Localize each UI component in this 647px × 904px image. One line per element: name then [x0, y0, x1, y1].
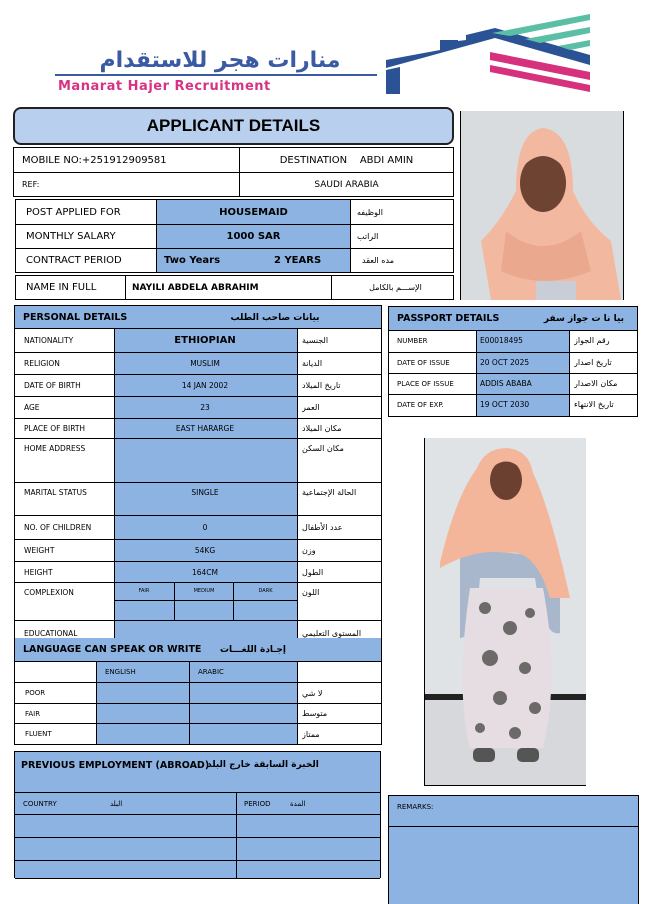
height-label: HEIGHT [24, 567, 53, 577]
complexion-arabic: اللون [302, 587, 320, 597]
place-of-issue-label: PLACE OF ISSUE [397, 379, 454, 388]
date-of-issue-arabic: تاريخ اصدار [574, 358, 612, 367]
post-applied-label: POST APPLIED FOR [26, 206, 121, 218]
place-of-issue-arabic: مكان الاصدار [574, 379, 618, 388]
destination: DESTINATION ABDI AMIN [279, 154, 414, 166]
weight-value: 54KG [194, 545, 216, 555]
place-of-birth-arabic: مكان الميلاد [302, 423, 342, 433]
full-body-image [425, 438, 586, 786]
language-title-arabic: إجـادة اللغـــات [220, 644, 286, 655]
house-logo-icon [380, 10, 630, 100]
religion-label: RELIGION [24, 358, 60, 368]
employment-entry-1[interactable] [15, 815, 380, 837]
marital-status-label: MARITAL STATUS [24, 488, 87, 497]
monthly-salary-value: 1000 SAR [226, 230, 281, 242]
logo-arabic-text: منارات هجر للاستقدام [99, 48, 341, 73]
date-of-birth-label: DATE OF BIRTH [24, 380, 81, 390]
weight-arabic: وزن [302, 545, 316, 555]
monthly-salary-label: MONTHLY SALARY [26, 230, 116, 242]
remarks-label: REMARKS: [397, 803, 434, 811]
religion-value: MUSLIM [190, 358, 220, 368]
contact-info-table [13, 147, 454, 197]
post-applied-arabic: الوظيفه [357, 207, 383, 217]
employment-entry-2[interactable] [15, 838, 380, 860]
educational-label: EDUCATIONAL [24, 629, 78, 638]
nationality-label: NATIONALITY [24, 335, 74, 345]
contract-period-value-text: Two Years [164, 254, 221, 266]
employment-title-arabic: الخبرة السابقة خارج البلد [207, 760, 319, 770]
destination-country: SAUDI ARABIA [314, 179, 379, 190]
monthly-salary-arabic: الراتب [357, 231, 379, 241]
complexion-medium[interactable]: MEDIUM [193, 588, 215, 594]
remarks-box[interactable] [388, 795, 639, 904]
marital-status-arabic: الحالة الإجتماعية [302, 488, 357, 497]
complexion-grid [114, 582, 297, 620]
contract-period-label: CONTRACT PERIOD [26, 254, 122, 266]
mobile-number: MOBILE NO:+251912909581 [22, 154, 167, 166]
previous-employment-table [14, 751, 381, 878]
contract-period-value-years: 2 YEARS [274, 254, 322, 266]
language-col-arabic: ARABIC [198, 668, 224, 676]
personal-details-title-arabic: بيانات صاحب الطلب [230, 312, 320, 323]
language-row-fair: FAIR [25, 709, 41, 718]
no-of-children-value: 0 [202, 522, 208, 532]
reference: REF: [22, 180, 40, 189]
page-title: APPLICANT DETAILS [13, 107, 454, 145]
height-value: 164CM [191, 567, 219, 577]
language-row-fluent: FLUENT [25, 730, 52, 738]
logo-english-text: Manarat Hajer Recruitment [58, 79, 271, 94]
language-table [14, 638, 382, 745]
religion-arabic: الديانة [302, 358, 323, 368]
language-row-fluent-arabic: ممتاز [302, 729, 320, 739]
post-applied-value: HOUSEMAID [219, 206, 288, 218]
educational-arabic: المستوى التعليمي [302, 629, 362, 638]
passport-number-label: NUMBER [397, 336, 428, 345]
language-row-poor-arabic: لا شي [302, 688, 323, 698]
language-row-poor: POOR [25, 689, 46, 697]
employment-entry-3[interactable] [15, 861, 380, 878]
passport-title: PASSPORT DETAILS [397, 313, 500, 324]
date-of-birth-arabic: تاريخ الميلاد [302, 380, 341, 390]
date-of-issue-label: DATE OF ISSUE [397, 358, 450, 367]
portrait-image [461, 111, 624, 300]
place-of-issue-value: ADDIS ABABA [480, 379, 532, 388]
employment-country-arabic: البلد [110, 799, 123, 808]
no-of-children-label: NO. OF CHILDREN [24, 522, 92, 532]
no-of-children-arabic: عدد الأطفال [302, 522, 343, 532]
employment-period-arabic: المدة [290, 799, 306, 808]
age-arabic: العمر [302, 402, 320, 412]
nationality-value: ETHIOPIAN [174, 334, 236, 346]
date-of-expiry-arabic: تاريخ الانتهاء [574, 400, 614, 409]
place-of-birth-label: PLACE OF BIRTH [24, 423, 86, 433]
passport-title-arabic: بيا نا ت جواز سفر [543, 313, 624, 324]
complexion-fair[interactable]: FAIR [138, 588, 150, 594]
date-of-birth-value: 14 JAN 2002 [181, 380, 229, 390]
personal-details-title: PERSONAL DETAILS [23, 312, 128, 323]
applicant-full-body-photo [424, 438, 586, 786]
language-title: LANGUAGE CAN SPEAK OR WRITE [23, 644, 202, 655]
applicant-portrait-photo [460, 111, 624, 300]
full-name-label: NAME IN FULL [26, 282, 97, 293]
age-label: AGE [24, 402, 40, 412]
date-of-issue-value: 20 OCT 2025 [480, 358, 530, 367]
logo-underline [55, 74, 377, 76]
date-of-expiry-label: DATE OF EXP. [397, 400, 444, 409]
passport-number-arabic: رقم الجواز [574, 336, 610, 345]
complexion-label: COMPLEXION [24, 587, 74, 597]
home-address-value [114, 438, 296, 482]
place-of-birth-value: EAST HARARGE [175, 423, 235, 433]
educational-value [114, 621, 296, 638]
contract-period-arabic: مده العقد [362, 255, 394, 265]
passport-number-value: E00018495 [480, 336, 523, 345]
full-name-table [15, 275, 454, 300]
weight-label: WEIGHT [24, 545, 55, 555]
full-name-arabic: الإســـم بالكامل [369, 283, 422, 292]
language-col-english: ENGLISH [105, 668, 136, 676]
employment-period-label: PERIOD [244, 799, 271, 808]
full-name-value: NAYILI ABDELA ABRAHIM [132, 282, 259, 293]
home-address-arabic: مكان السكن [302, 444, 344, 453]
height-arabic: الطول [302, 567, 324, 577]
home-address-label: HOME ADDRESS [24, 444, 86, 453]
complexion-dark[interactable]: DARK [258, 588, 273, 594]
employment-country-label: COUNTRY [23, 799, 57, 808]
employment-title: PREVIOUS EMPLOYMENT (ABROAD) [21, 759, 210, 771]
age-value: 23 [200, 402, 210, 412]
nationality-arabic: الجنسية [302, 335, 329, 345]
marital-status-value: SINGLE [191, 488, 219, 497]
date-of-expiry-value: 19 OCT 2030 [480, 400, 530, 409]
company-logo [50, 10, 630, 100]
language-row-fair-arabic: متوسط [302, 709, 328, 718]
job-details-table [15, 199, 454, 273]
